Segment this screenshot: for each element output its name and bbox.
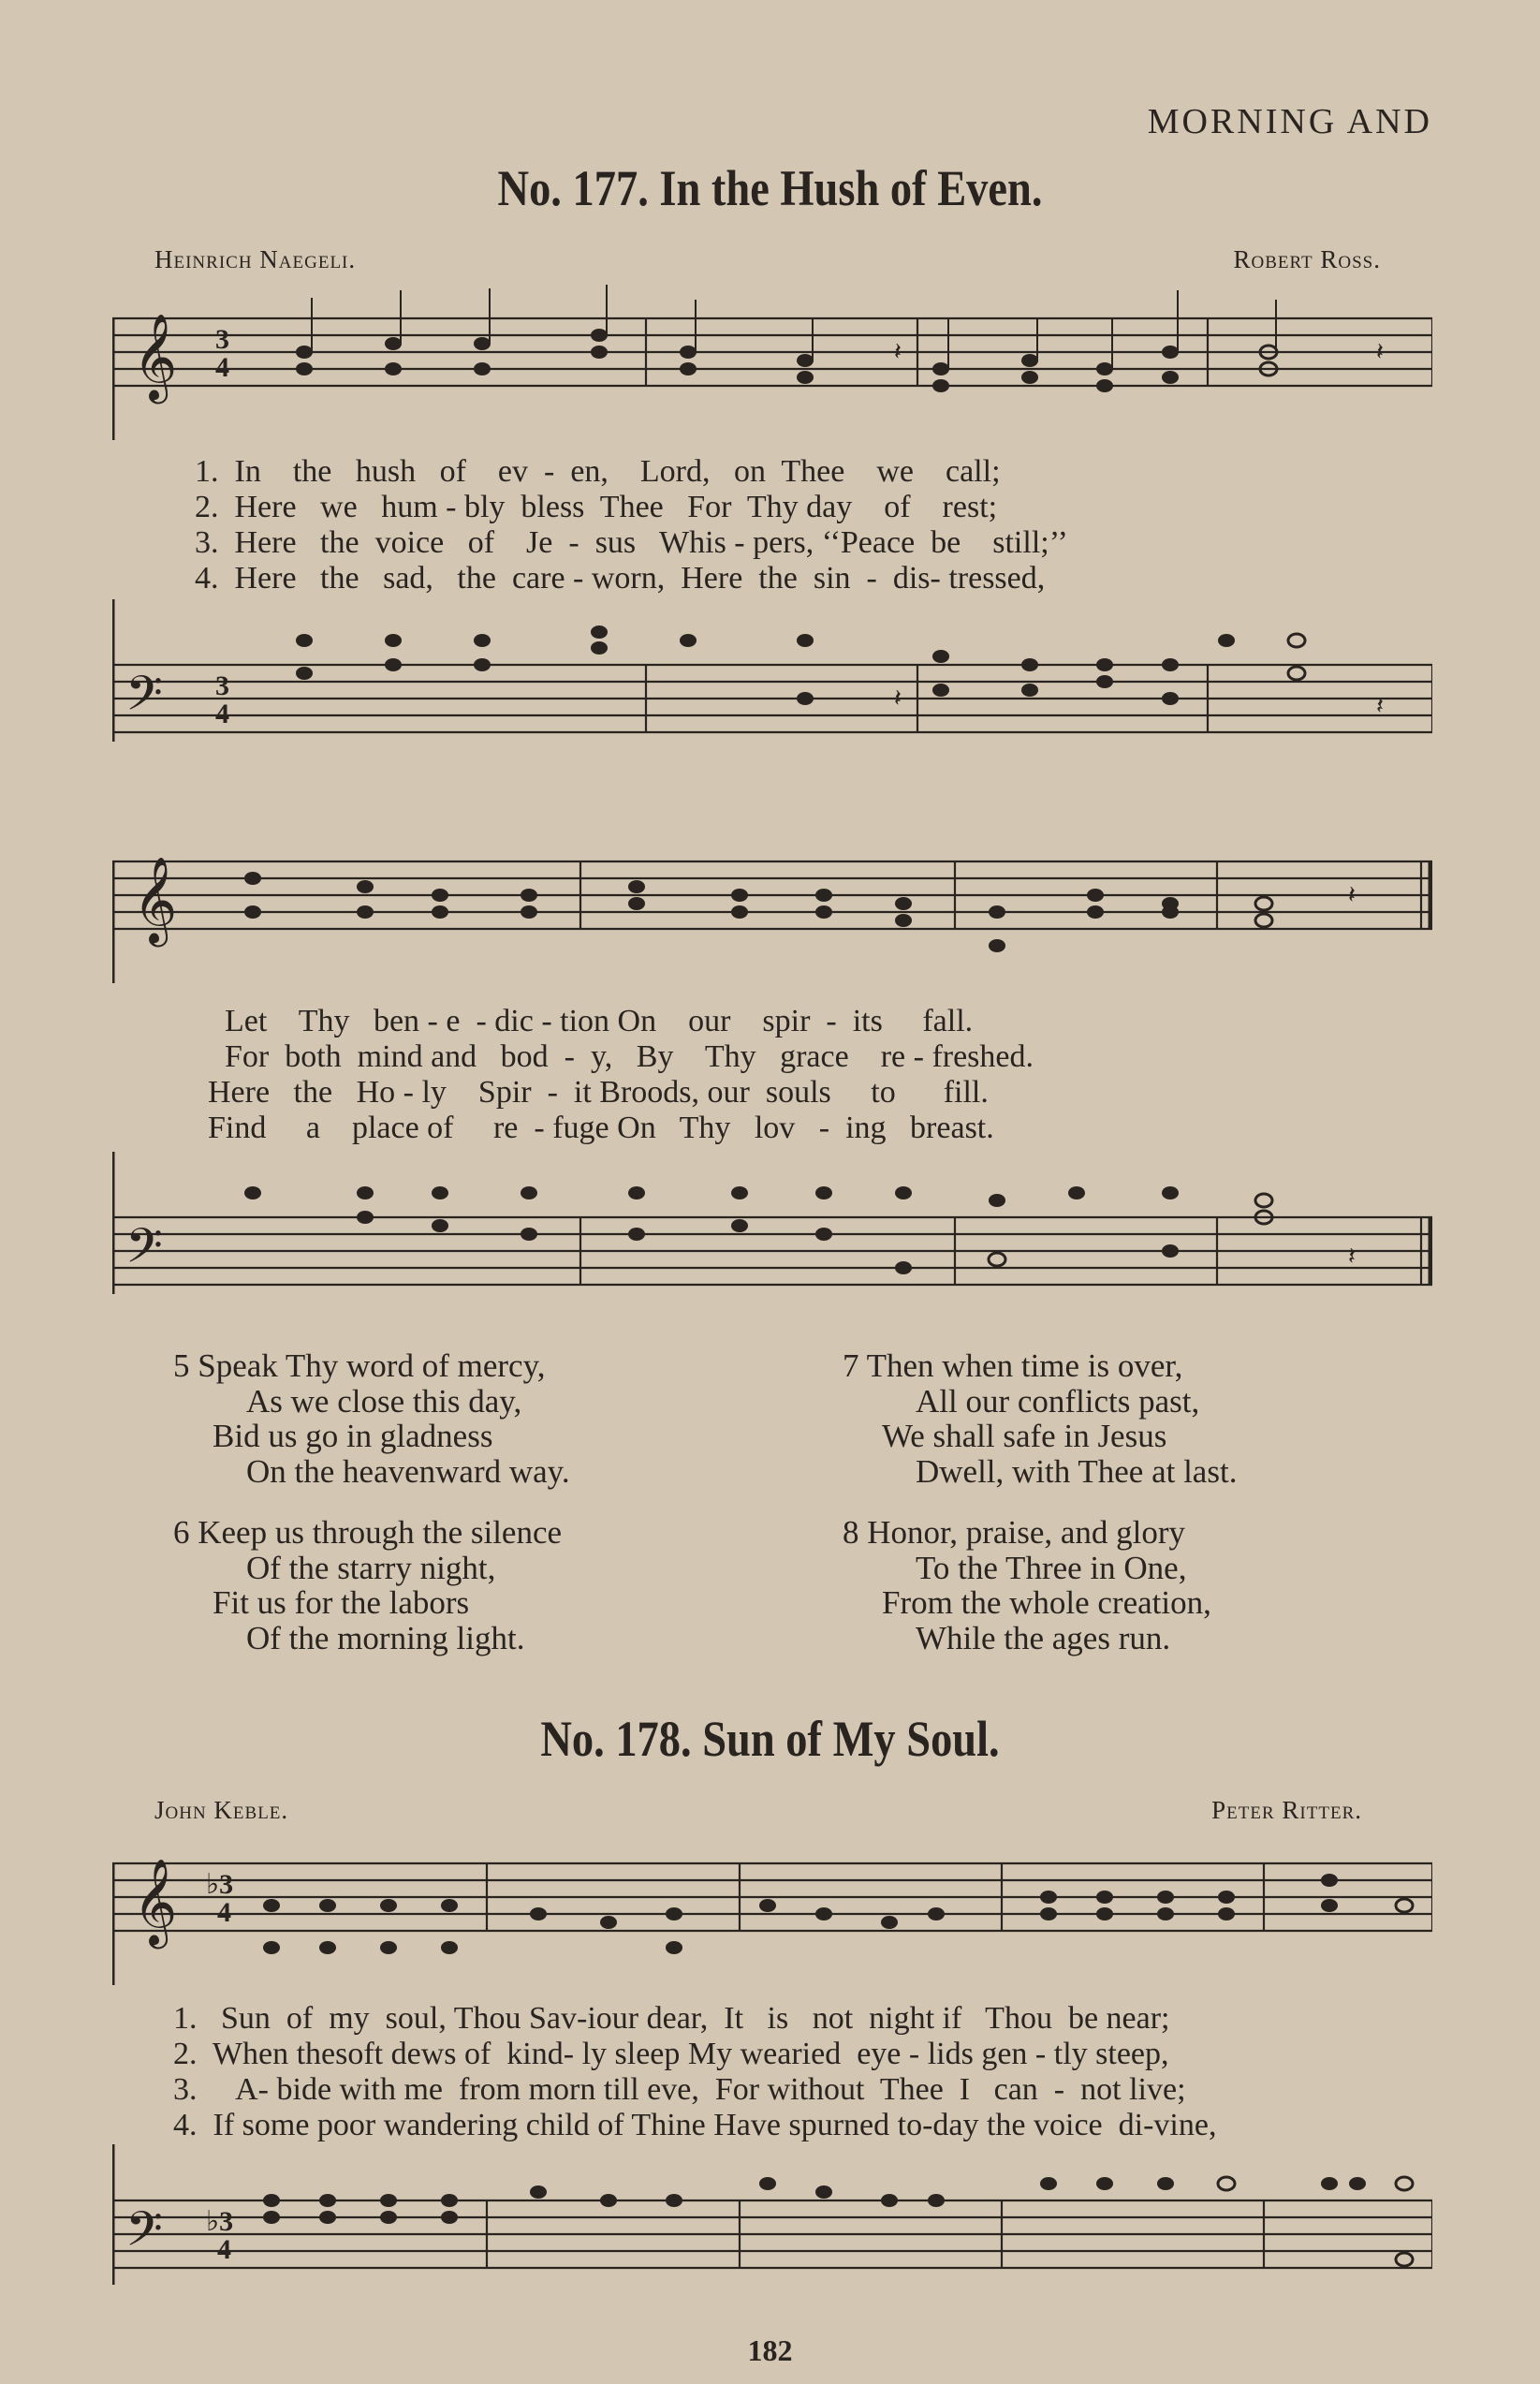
- svg-text:𝄞: 𝄞: [133, 856, 178, 943]
- page-number: 182: [747, 2333, 793, 2367]
- stanza-6-line-3: Fit us for the labors: [213, 1584, 470, 1621]
- hymn-178-bass-staff: [112, 2144, 1432, 2294]
- hymn-177-lyric-line-1: 1. In the hush of ev - en, Lord, on Thee we call;: [195, 454, 1001, 489]
- stanza-5-line-2: As we close this day,: [246, 1382, 522, 1420]
- stanza-5-line-3: Bid us go in gladness: [213, 1418, 493, 1454]
- hymn-177-treble-staff-1: [112, 281, 1432, 440]
- svg-text:4: 4: [217, 1897, 231, 1928]
- svg-text:𝄽: 𝄽: [1376, 692, 1384, 719]
- stanza-5: [173, 1348, 570, 1489]
- stanza-8-line-3: From the whole creation,: [882, 1584, 1211, 1621]
- stanza-7-line-4: Dwell, with Thee at last.: [916, 1452, 1238, 1490]
- stanza-7-line-1: 7 Then when time is over,: [843, 1347, 1183, 1384]
- svg-text:♭3: ♭3: [206, 1869, 234, 1900]
- stanza-6-line-2: Of the starry night,: [246, 1549, 496, 1586]
- stanza-6-line-1: 6 Keep us through the silence: [173, 1514, 563, 1551]
- hymn-177-author: Robert Ross.: [1233, 245, 1381, 273]
- hymn-177-lyric-line-3: 3. Here the voice of Je - sus Whis - pers, ‘‘Peace be still;’’: [195, 525, 1068, 560]
- svg-text:𝄽: 𝄽: [894, 338, 902, 365]
- hymn-178-treble-staff: [112, 1835, 1432, 1985]
- hymn-178-author: John Keble.: [154, 1796, 289, 1824]
- stanza-7-line-2: All our conflicts past,: [916, 1382, 1200, 1420]
- stanza-7-line-3: We shall safe in Jesus: [882, 1418, 1167, 1454]
- hymn-178-lyric-line-4: 4. If some poor wandering child of Thine Have spurned to-day the voice di-vine,: [173, 2108, 1217, 2142]
- svg-text:𝄞: 𝄞: [133, 313, 178, 400]
- hymn-177-treble-staff-2: [112, 824, 1432, 983]
- stanza-5-line-1: 5 Speak Thy word of mercy,: [173, 1347, 546, 1384]
- hymn-177-lyric-line-5: Let Thy ben - e - dic - tion On our spir - its fall.: [225, 1004, 974, 1038]
- hymn-178-lyric-line-3: 3. A- bide with me from morn till eve, For without Thee I can - not live;: [173, 2072, 1186, 2107]
- hymn-177-bass-staff-2: [112, 1152, 1432, 1302]
- svg-text:𝄢: 𝄢: [125, 1217, 163, 1286]
- svg-text:3: 3: [215, 324, 229, 355]
- hymn-177-lyric-line-6: For both mind and bod - y, By Thy grace re - freshed.: [225, 1039, 1034, 1074]
- hymn-178-composer: Peter Ritter.: [1211, 1796, 1362, 1824]
- hymn-177-lyric-line-8: Find a place of re - fuge On Thy lov - ing breast.: [208, 1111, 994, 1145]
- hymn-177-lyric-line-4: 4. Here the sad, the care - worn, Here the sin - dis- tressed,: [195, 561, 1046, 596]
- stanza-8: [843, 1515, 1211, 1656]
- stanza-8-line-4: While the ages run.: [916, 1619, 1171, 1656]
- hymn-177-title: No. 177. In the Hush of Even.: [497, 160, 1043, 216]
- hymn-178-title: No. 178. Sun of My Soul.: [540, 1711, 1000, 1767]
- svg-text:♭3: ♭3: [206, 2206, 234, 2237]
- stanza-5-line-4: On the heavenward way.: [246, 1452, 570, 1490]
- hymn-177-composer: Heinrich Naegeli.: [154, 245, 357, 273]
- svg-text:𝄽: 𝄽: [1348, 1243, 1356, 1270]
- svg-text:3: 3: [215, 670, 229, 701]
- svg-text:𝄽: 𝄽: [894, 684, 902, 712]
- svg-text:4: 4: [215, 699, 229, 729]
- svg-text:𝄢: 𝄢: [125, 2200, 163, 2269]
- svg-text:𝄞: 𝄞: [133, 1858, 178, 1945]
- stanza-6-line-4: Of the morning light.: [246, 1619, 525, 1656]
- stanza-8-line-1: 8 Honor, praise, and glory: [843, 1514, 1186, 1551]
- hymn-178-lyric-line-2: 2. When thesoft dews of kind- ly sleep My wearied eye - lids gen - tly steep,: [173, 2037, 1169, 2071]
- running-head: MORNING AND: [1147, 102, 1432, 141]
- svg-text:4: 4: [217, 2234, 231, 2265]
- svg-text:𝄽: 𝄽: [1348, 881, 1356, 908]
- stanza-6: [173, 1515, 562, 1656]
- hymn-177-lyric-line-2: 2. Here we hum - bly bless Thee For Thy day of rest;: [195, 490, 998, 524]
- hymn-178-lyric-line-1: 1. Sun of my soul, Thou Sav-iour dear, It is not night if Thou be near;: [173, 2001, 1170, 2036]
- svg-text:𝄽: 𝄽: [1376, 338, 1384, 365]
- svg-text:4: 4: [215, 352, 229, 383]
- svg-text:𝄢: 𝄢: [125, 665, 163, 733]
- stanza-8-line-2: To the Three in One,: [916, 1549, 1187, 1586]
- hymn-177-lyric-line-7: Here the Ho - ly Spir - it Broods, our souls to fill.: [208, 1075, 989, 1110]
- stanza-7: [843, 1348, 1237, 1489]
- hymn-177-bass-staff-1: [112, 599, 1432, 749]
